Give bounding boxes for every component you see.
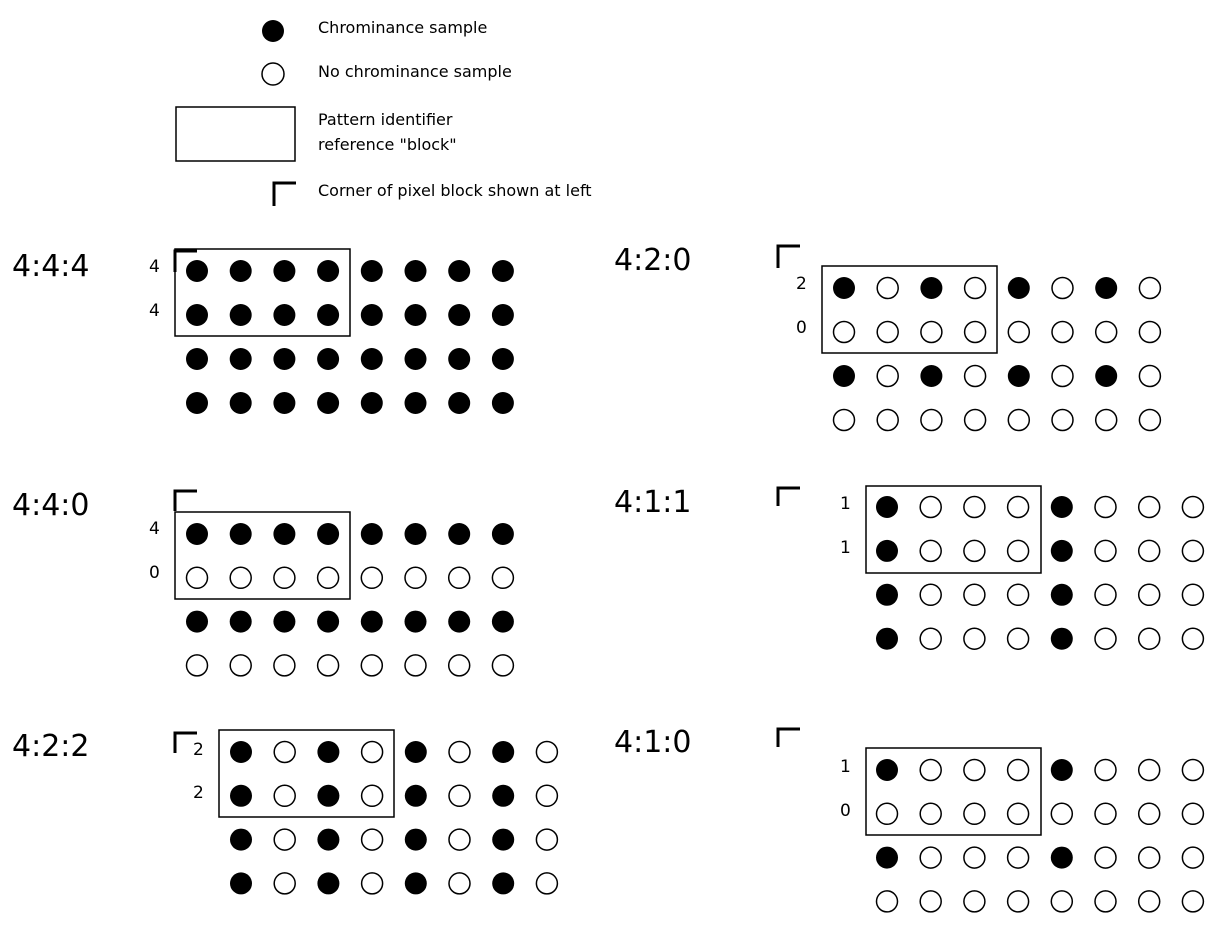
row-label: 4: [149, 301, 160, 321]
empty-sample-dot: [877, 322, 898, 343]
chrominance-sample-dot: [317, 304, 339, 326]
legend-filled-label: Chrominance sample: [318, 18, 488, 37]
chrominance-sample-dot: [1051, 496, 1073, 518]
empty-sample-dot: [1139, 322, 1160, 343]
scheme-444: [12, 249, 514, 414]
chrominance-sample-dot: [1095, 365, 1117, 387]
pixel-block-corner-icon: [175, 491, 197, 511]
chrominance-sample-dot: [876, 847, 898, 869]
empty-sample-dot: [492, 567, 513, 588]
chrominance-sample-dot: [317, 872, 339, 894]
chrominance-sample-dot: [448, 523, 470, 545]
empty-sample-dot: [1182, 891, 1203, 912]
empty-sample-dot: [1095, 891, 1116, 912]
chrominance-sample-dot: [920, 365, 942, 387]
row-label: 0: [840, 801, 851, 821]
empty-sample-dot: [1008, 891, 1029, 912]
chrominance-sample-dot: [492, 872, 514, 894]
chrominance-sample-dot: [492, 611, 514, 633]
empty-sample-dot: [1139, 540, 1160, 561]
empty-sample-dot: [492, 655, 513, 676]
chrominance-sample-dot: [317, 611, 339, 633]
empty-sample-dot: [920, 760, 941, 781]
empty-sample-dot: [187, 567, 208, 588]
chrominance-sample-dot: [920, 277, 942, 299]
row-label: 2: [193, 783, 204, 803]
legend-block-label-line1: Pattern identifier: [318, 110, 453, 129]
chrominance-sample-dot: [1051, 540, 1073, 562]
empty-sample-dot: [1139, 366, 1160, 387]
chrominance-sample-dot: [273, 348, 295, 370]
empty-sample-dot: [362, 829, 383, 850]
corner-marker-icon: [274, 183, 296, 206]
empty-sample-dot: [1182, 497, 1203, 518]
chrominance-sample-dot: [186, 304, 208, 326]
empty-sample-dot: [274, 567, 295, 588]
empty-sample-dot: [1096, 410, 1117, 431]
row-label: 4: [149, 257, 160, 277]
empty-sample-dot: [1008, 410, 1029, 431]
chrominance-sample-dot: [186, 348, 208, 370]
empty-sample-dot: [965, 322, 986, 343]
empty-sample-dot: [449, 742, 470, 763]
chrominance-sample-dot: [448, 260, 470, 282]
chrominance-sample-dot: [186, 392, 208, 414]
empty-sample-dot: [964, 847, 985, 868]
chrominance-sample-dot: [230, 523, 252, 545]
empty-sample-dot: [965, 278, 986, 299]
chrominance-sample-dot: [876, 496, 898, 518]
chrominance-sample-dot: [317, 348, 339, 370]
chrominance-sample-dot: [448, 611, 470, 633]
chrominance-sample-dot: [1051, 628, 1073, 650]
empty-sample-dot: [1139, 803, 1160, 824]
empty-sample-dot: [964, 803, 985, 824]
chrominance-sample-dot: [492, 392, 514, 414]
scheme-title: 4:4:0: [12, 488, 90, 523]
chrominance-sample-dot: [492, 829, 514, 851]
empty-sample-dot: [449, 785, 470, 806]
chrominance-sample-dot: [273, 392, 295, 414]
empty-sample-dot: [1139, 410, 1160, 431]
empty-sample-dot: [877, 410, 898, 431]
empty-sample-dot: [1008, 584, 1029, 605]
empty-sample-dot: [230, 655, 251, 676]
chrominance-sample-dot: [317, 741, 339, 763]
empty-sample-dot: [1095, 628, 1116, 649]
chrominance-sample-dot: [230, 785, 252, 807]
chrominance-sample-dot: [230, 829, 252, 851]
legend: [176, 18, 592, 206]
empty-sample-dot: [1095, 803, 1116, 824]
chrominance-sample-dot: [273, 611, 295, 633]
empty-sample-dot: [920, 628, 941, 649]
chrominance-sample-dot: [273, 260, 295, 282]
empty-sample-dot: [361, 567, 382, 588]
chrominance-sample-dot: [273, 304, 295, 326]
empty-sample-dot: [1182, 847, 1203, 868]
empty-sample-dot: [920, 803, 941, 824]
empty-sample-dot: [1139, 278, 1160, 299]
empty-sample-dot: [1052, 410, 1073, 431]
scheme-title: 4:2:0: [614, 243, 692, 278]
row-label: 0: [149, 563, 160, 583]
legend-block-label-line2: reference "block": [318, 135, 457, 154]
pixel-block-corner-icon: [778, 488, 800, 506]
empty-sample-dot: [362, 785, 383, 806]
empty-sample-dot: [361, 655, 382, 676]
empty-sample-dot: [1095, 497, 1116, 518]
chrominance-sample-dot: [230, 872, 252, 894]
empty-sample-dot: [318, 655, 339, 676]
chrominance-sample-dot: [405, 785, 427, 807]
chrominance-sample-dot: [492, 523, 514, 545]
empty-sample-dot: [1008, 497, 1029, 518]
empty-sample-dot: [1139, 760, 1160, 781]
empty-sample-dot: [1139, 628, 1160, 649]
chrominance-sample-dot: [317, 785, 339, 807]
empty-sample-dot: [1139, 847, 1160, 868]
chrominance-sample-dot: [405, 304, 427, 326]
chrominance-sample-dot: [876, 540, 898, 562]
empty-sample-dot: [964, 540, 985, 561]
empty-sample-dot: [274, 742, 295, 763]
empty-sample-dot: [536, 829, 557, 850]
empty-sample-dot: [964, 628, 985, 649]
pixel-block-corner-icon: [778, 246, 800, 268]
empty-sample-dot: [1095, 540, 1116, 561]
chrominance-sample-dot: [230, 260, 252, 282]
pixel-block-corner-icon: [778, 729, 800, 747]
row-label: 1: [840, 538, 851, 558]
chrominance-sample-dot: [492, 741, 514, 763]
empty-sample-dot: [1095, 760, 1116, 781]
empty-sample-dot: [965, 366, 986, 387]
chrominance-sample-dot: [361, 348, 383, 370]
chrominance-sample-dot: [1008, 365, 1030, 387]
empty-sample-dot: [1008, 628, 1029, 649]
scheme-420: [614, 243, 1160, 431]
empty-sample-dot: [1008, 322, 1029, 343]
empty-sample-dot: [362, 742, 383, 763]
empty-sample-dot: [964, 497, 985, 518]
legend-empty-label: No chrominance sample: [318, 62, 512, 81]
scheme-422: [12, 729, 557, 894]
empty-sample-dot: [921, 322, 942, 343]
empty-sample-dot: [1008, 540, 1029, 561]
scheme-title: 4:1:1: [614, 485, 692, 520]
chrominance-sample-dot: [361, 523, 383, 545]
chrominance-sample-dot: [361, 611, 383, 633]
no-chrominance-sample-icon: [262, 63, 284, 85]
empty-sample-dot: [877, 803, 898, 824]
chrominance-sample-dot: [230, 741, 252, 763]
chrominance-sample-dot: [186, 611, 208, 633]
chrominance-sample-dot: [492, 304, 514, 326]
empty-sample-dot: [964, 584, 985, 605]
chrominance-sample-icon: [262, 20, 284, 42]
empty-sample-dot: [274, 829, 295, 850]
empty-sample-dot: [920, 847, 941, 868]
row-label: 2: [796, 274, 807, 294]
row-label: 1: [840, 494, 851, 514]
chrominance-sample-dot: [361, 392, 383, 414]
empty-sample-dot: [920, 584, 941, 605]
empty-sample-dot: [1182, 628, 1203, 649]
empty-sample-dot: [1008, 760, 1029, 781]
chrominance-sample-dot: [273, 523, 295, 545]
chrominance-sample-dot: [876, 584, 898, 606]
empty-sample-dot: [1008, 847, 1029, 868]
chrominance-sample-dot: [317, 260, 339, 282]
chrominance-sample-dot: [1095, 277, 1117, 299]
scheme-440: [12, 488, 514, 676]
empty-sample-dot: [834, 322, 855, 343]
chrominance-sample-dot: [317, 523, 339, 545]
empty-sample-dot: [449, 655, 470, 676]
scheme-title: 4:1:0: [614, 725, 692, 760]
scheme-title: 4:2:2: [12, 729, 90, 764]
empty-sample-dot: [1182, 803, 1203, 824]
row-label: 0: [796, 318, 807, 338]
empty-sample-dot: [1095, 847, 1116, 868]
chrominance-sample-dot: [448, 348, 470, 370]
empty-sample-dot: [877, 278, 898, 299]
chrominance-sample-dot: [405, 348, 427, 370]
reference-block-icon: [176, 107, 295, 161]
empty-sample-dot: [1052, 322, 1073, 343]
empty-sample-dot: [536, 785, 557, 806]
scheme-title: 4:4:4: [12, 249, 90, 284]
empty-sample-dot: [1182, 540, 1203, 561]
empty-sample-dot: [449, 829, 470, 850]
row-label: 2: [193, 740, 204, 760]
chrominance-sample-dot: [405, 741, 427, 763]
row-label: 1: [840, 757, 851, 777]
empty-sample-dot: [964, 760, 985, 781]
chrominance-sample-dot: [317, 829, 339, 851]
chrominance-sample-dot: [230, 611, 252, 633]
chrominance-sample-dot: [405, 260, 427, 282]
empty-sample-dot: [920, 891, 941, 912]
empty-sample-dot: [1139, 584, 1160, 605]
empty-sample-dot: [449, 567, 470, 588]
chrominance-sample-dot: [230, 348, 252, 370]
empty-sample-dot: [1052, 366, 1073, 387]
chrominance-sample-dot: [186, 260, 208, 282]
scheme-411: [614, 485, 1203, 650]
chrominance-sample-dot: [317, 392, 339, 414]
chrominance-sample-dot: [448, 392, 470, 414]
empty-sample-dot: [230, 567, 251, 588]
chrominance-sample-dot: [1051, 584, 1073, 606]
empty-sample-dot: [1051, 891, 1072, 912]
empty-sample-dot: [920, 497, 941, 518]
empty-sample-dot: [1008, 803, 1029, 824]
chrominance-sample-dot: [405, 872, 427, 894]
empty-sample-dot: [877, 891, 898, 912]
empty-sample-dot: [536, 873, 557, 894]
empty-sample-dot: [964, 891, 985, 912]
chrominance-sample-dot: [492, 348, 514, 370]
chrominance-sample-dot: [876, 759, 898, 781]
empty-sample-dot: [362, 873, 383, 894]
scheme-410: [614, 725, 1203, 912]
empty-sample-dot: [405, 655, 426, 676]
chrominance-sample-dot: [833, 277, 855, 299]
chrominance-sample-dot: [1051, 847, 1073, 869]
empty-sample-dot: [274, 785, 295, 806]
empty-sample-dot: [965, 410, 986, 431]
chrominance-sample-dot: [833, 365, 855, 387]
empty-sample-dot: [1182, 760, 1203, 781]
chrominance-sample-dot: [492, 260, 514, 282]
chrominance-sample-dot: [1008, 277, 1030, 299]
chrominance-sample-dot: [186, 523, 208, 545]
chrominance-sample-dot: [405, 392, 427, 414]
chrominance-sample-dot: [876, 628, 898, 650]
row-label: 4: [149, 519, 160, 539]
chrominance-sample-dot: [448, 304, 470, 326]
empty-sample-dot: [274, 873, 295, 894]
empty-sample-dot: [1095, 584, 1116, 605]
empty-sample-dot: [405, 567, 426, 588]
chrominance-sample-dot: [492, 785, 514, 807]
empty-sample-dot: [449, 873, 470, 894]
empty-sample-dot: [921, 410, 942, 431]
empty-sample-dot: [834, 410, 855, 431]
empty-sample-dot: [274, 655, 295, 676]
chrominance-sample-dot: [405, 611, 427, 633]
empty-sample-dot: [877, 366, 898, 387]
chrominance-sample-dot: [230, 392, 252, 414]
empty-sample-dot: [1139, 891, 1160, 912]
chrominance-sample-dot: [361, 304, 383, 326]
empty-sample-dot: [920, 540, 941, 561]
empty-sample-dot: [1182, 584, 1203, 605]
chrominance-sample-dot: [405, 523, 427, 545]
empty-sample-dot: [318, 567, 339, 588]
chrominance-sample-dot: [1051, 759, 1073, 781]
empty-sample-dot: [1096, 322, 1117, 343]
chrominance-sample-dot: [361, 260, 383, 282]
chrominance-sample-dot: [230, 304, 252, 326]
empty-sample-dot: [187, 655, 208, 676]
empty-sample-dot: [1139, 497, 1160, 518]
empty-sample-dot: [536, 742, 557, 763]
empty-sample-dot: [1052, 278, 1073, 299]
chrominance-sample-dot: [405, 829, 427, 851]
legend-corner-label: Corner of pixel block shown at left: [318, 181, 592, 200]
empty-sample-dot: [1051, 803, 1072, 824]
